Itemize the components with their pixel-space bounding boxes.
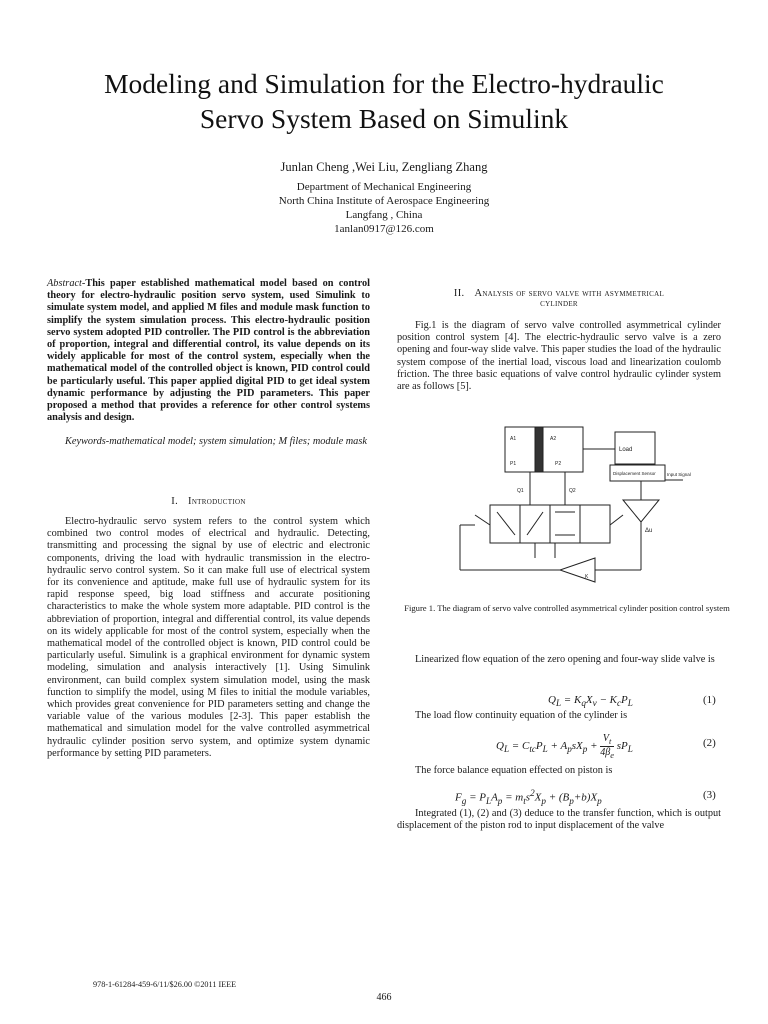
equation-1-number: (1) (703, 694, 716, 706)
label-input-signal: Input Signal (667, 472, 691, 477)
valve-spring-right (610, 515, 623, 525)
cylinder-piston (535, 427, 543, 472)
equation-2: $Q_L = C_{tc}P_L + A_psX_p$ + $\frac{V_t}{4\beta_e}$ $sP_L$ (496, 733, 633, 760)
abstract-text: This paper established mathematical model based on control theory for electro-hydraulic position servo system, used Simulink to simulate system model, and applied M files and module mask function to simplify the system simulation process. This electro-hydraulic position servo system adopted PID controller. The PID control is the abbreviation of proportion, integral and differential control, its value depends on its widely applicable for most of the control system, especially when the mathematical model of the controlled object is known, PID control could be particularly useful. This paper applied digital PID to get ideal system dynamic performance by adjusting the PID parameters. This paper proposed a method that provides a reference for other control systems analysis and design. (47, 278, 370, 424)
section-2-title: Analysis of servo valve with asymmetrical (474, 288, 665, 299)
introduction-paragraph: Electro-hydraulic servo system refers to the control system which combined two control modes of electrical and hydraulic. Detecting, transmitting and processing the signal by use of electric and electronic components, driving the load with hydraulic transmission in the electro-hydraulic servo control system. So it can make full use of electrical system for its convenience and aptitude, make full use of hydraulic system for its rapid response speed, big load stiffness and accurate positioning characteristics to make the whole system more adaptable. PID control is the abbreviation of proportion, integral and differential control, its value depends on its widely applicable for most of the control system, especially when the mathematical model of the controlled object is known, PID control could be particularly useful. Simulink is a graphical environment for dynamic system modeling, simulation and analysis interactively [1]. Using Simulink environment, can build complex system simulation model, using the mask function to simplify the model, using M files to initial the module variables, which provides great convenience for PID parameters setting and change the variable value of the various modules [2-3]. This paper establish the mathematical and simulation model for the valve controlled asymmetrical hydraulic cylinder position servo system, and optimize system dynamic performance by setting PID parameters. (47, 516, 370, 759)
affiliation (0, 180, 768, 236)
label-load: Load (619, 447, 633, 453)
paper-title (30, 66, 738, 136)
equation-1: $Q_L = K_qX_v - K_cP_L$ (548, 694, 633, 709)
continuity-equation-intro: The load flow continuity equation of the cylinder is (415, 710, 628, 721)
figure-1 (455, 420, 695, 595)
section-2-number: II. (453, 288, 465, 299)
label-p1: P1 (510, 461, 517, 467)
label-q1: Q1 (517, 488, 524, 494)
section-2-title-line-2: cylinder (540, 299, 578, 309)
equation-3: $F_g = P_LA_p = m_ts^2X_p + (B_p+b)X_p$ (455, 788, 602, 806)
copyright-notice: 978-1-61284-459-6/11/$26.00 ©2011 IEEE (93, 980, 237, 989)
affiliation-department: Department of Mechanical Engineering (296, 181, 472, 193)
equation-3-number: (3) (703, 789, 716, 801)
flow-equation-intro: Linearized flow equation of the zero opening and four-way slide valve is (415, 654, 715, 665)
label-delta-u: Δu (645, 528, 653, 534)
affiliation-city: Langfang , China (345, 209, 423, 221)
abstract-label: Abstract- (47, 278, 86, 289)
section-1-number: I. (171, 496, 179, 507)
section-1-title: Introduction (188, 496, 246, 507)
section-2-heading (397, 288, 721, 309)
valve-spring-left (475, 515, 490, 525)
equation-2-number: (2) (703, 737, 716, 749)
label-q2: Q2 (569, 488, 576, 494)
label-a2: A2 (550, 436, 557, 442)
summing-junction (623, 500, 659, 522)
label-k: K (585, 574, 589, 580)
figure-1-caption: Figure 1. The diagram of servo valve controlled asymmetrical cylinder position control system (404, 603, 730, 613)
label-a1: A1 (510, 436, 517, 442)
section-2-paragraph: Fig.1 is the diagram of servo valve controlled asymmetrical cylinder position control system [4]. The electric-hydraulic servo valve is a zero opening and four-way slide valve. This paper studies the load of the hydraulic system compose of the inertial load, viscous load and linearization coulomb friction. The three basic equations of valve control hydraulic cylinder system are as follows [5]. (397, 320, 721, 393)
affiliation-institute: North China Institute of Aerospace Engineering (278, 195, 490, 207)
section-1-body (47, 516, 370, 760)
label-p2: P2 (555, 461, 562, 467)
section-2-body (397, 320, 721, 393)
page-number: 466 (376, 992, 392, 1003)
servo-system-diagram (455, 420, 695, 595)
amplifier-triangle (560, 558, 595, 582)
transfer-function-intro: Integrated (1), (2) and (3) deduce to the transfer function, which is output displacement of the piston rod to input displacement of the valve (397, 808, 721, 832)
title-line-1: Modeling and Simulation for the Electro-hydraulic (104, 68, 664, 99)
label-displacement-sensor: Displacement Sensor (613, 471, 656, 476)
cylinder-body (505, 427, 583, 472)
authors: Junlan Cheng ,Wei Liu, Zengliang Zhang (280, 160, 488, 174)
force-equation-intro: The force balance equation effected on piston is (415, 765, 613, 776)
author-email: 1anlan0917@126.com (334, 223, 434, 235)
section-1-heading (47, 496, 370, 507)
keywords: Keywords-mathematical model; system simulation; M files; module mask (65, 436, 367, 448)
title-line-2: Servo System Based on Simulink (199, 103, 569, 134)
abstract (47, 278, 370, 449)
